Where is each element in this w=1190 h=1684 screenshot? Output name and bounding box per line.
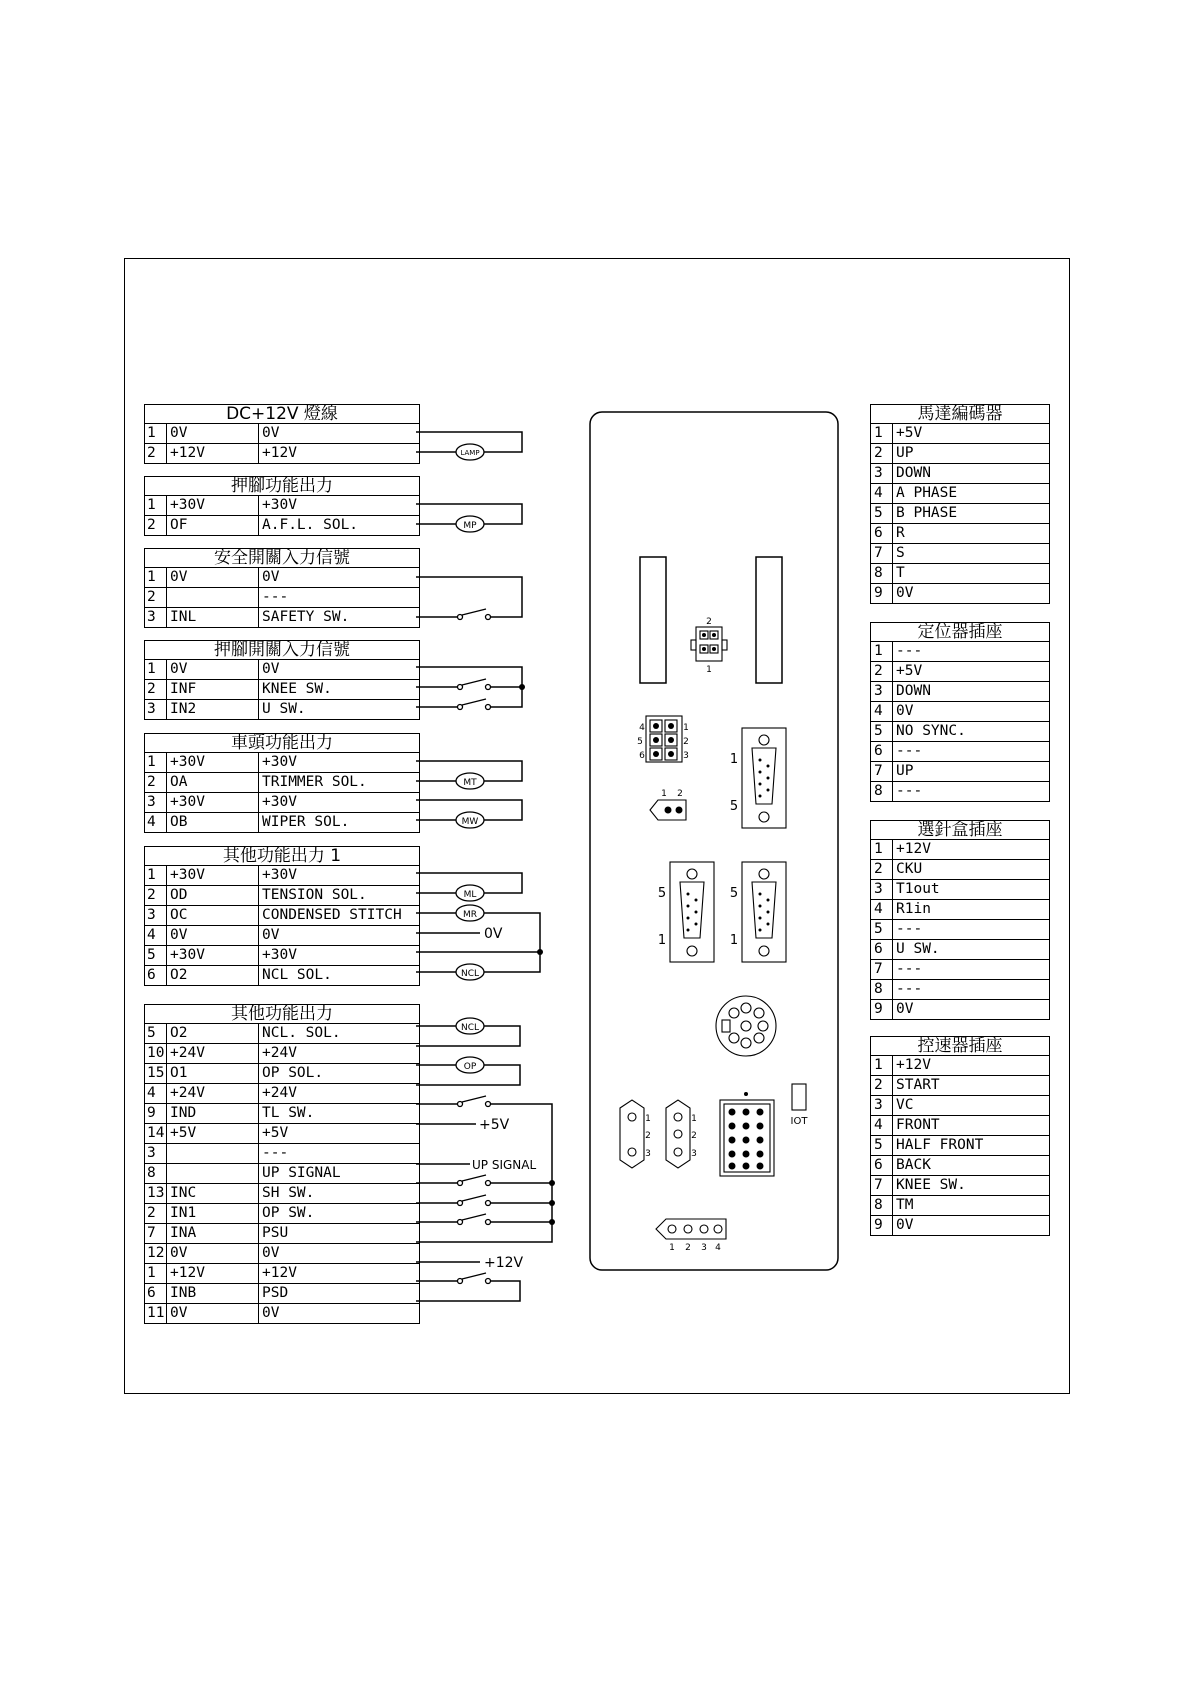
op-label: OP xyxy=(463,1062,477,1072)
signal-name: B PHASE xyxy=(896,505,958,521)
pin-number: 2 xyxy=(145,588,167,607)
function-name: U SW. xyxy=(262,701,306,717)
control-board xyxy=(590,412,838,1270)
pin-number: 7 xyxy=(145,1224,167,1243)
lamp-label: LAMP xyxy=(460,449,480,457)
table-title: 選針盒插座 xyxy=(870,820,1050,840)
pin-number: 3 xyxy=(145,793,167,812)
pin-number: 6 xyxy=(871,742,893,761)
pin-label: 1 xyxy=(661,789,667,799)
signal-name: +30V xyxy=(167,496,259,515)
function-name: NCL. SOL. xyxy=(262,1025,341,1041)
signal-name: --- xyxy=(896,961,923,977)
function-name: TL SW. xyxy=(262,1105,315,1121)
pin-label: 5 xyxy=(729,886,739,901)
signal-name: +30V xyxy=(167,793,259,812)
signal-name: OA xyxy=(167,773,259,792)
signal-name: UP xyxy=(896,763,914,779)
pin-label: 5 xyxy=(637,737,643,747)
signal-name: +24V xyxy=(167,1044,259,1063)
pin-number: 5 xyxy=(871,1136,893,1155)
pin-number: 4 xyxy=(871,702,893,721)
pin-label: 2 xyxy=(691,1131,697,1141)
pin-number: 6 xyxy=(871,940,893,959)
pin-number: 3 xyxy=(871,1096,893,1115)
signal-name: NO SYNC. xyxy=(896,723,966,739)
pin-number: 1 xyxy=(145,496,167,515)
function-name: TENSION SOL. xyxy=(262,887,367,903)
signal-name: DOWN xyxy=(896,465,931,481)
five-volt-label: +5V xyxy=(479,1117,510,1133)
signal-name: INL xyxy=(167,608,259,627)
signal-name: --- xyxy=(896,921,923,937)
pin-label: 5 xyxy=(657,886,667,901)
signal-name: +12V xyxy=(896,1057,931,1073)
pin-number: 2 xyxy=(145,444,167,463)
pin-number: 3 xyxy=(145,700,167,719)
signal-name: A PHASE xyxy=(896,485,958,501)
pin-label: 1 xyxy=(657,933,667,948)
signal-name: +5V xyxy=(896,425,923,441)
function-name: +30V xyxy=(262,497,297,513)
signal-name: UP xyxy=(896,445,914,461)
signal-name: 0V xyxy=(167,1304,259,1323)
pin-number: 5 xyxy=(145,1024,167,1043)
mr-label: MR xyxy=(462,910,478,920)
pin-number: 12 xyxy=(145,1244,167,1263)
signal-name: +24V xyxy=(167,1084,259,1103)
pin-label: 2 xyxy=(706,617,712,627)
pin-label: 3 xyxy=(691,1149,697,1159)
pin-number: 4 xyxy=(871,484,893,503)
function-name: --- xyxy=(262,589,289,605)
signal-name: 0V xyxy=(167,926,259,945)
iot-label: IOT xyxy=(790,1116,808,1127)
signal-name: KNEE SW. xyxy=(896,1177,966,1193)
function-name: +24V xyxy=(262,1085,297,1101)
pin-label: 2 xyxy=(677,789,683,799)
signal-name: HALF FRONT xyxy=(896,1137,984,1153)
pin-number: 2 xyxy=(871,1076,893,1095)
function-name: --- xyxy=(262,1145,289,1161)
pin-number: 14 xyxy=(145,1124,167,1143)
pin-label: 1 xyxy=(729,752,739,767)
pin-number: 7 xyxy=(871,544,893,563)
signal-name: +30V xyxy=(167,946,259,965)
pin-number: 2 xyxy=(871,662,893,681)
pin-number: 3 xyxy=(871,682,893,701)
pin-number: 2 xyxy=(145,773,167,792)
table-title: 定位器插座 xyxy=(870,622,1050,642)
pin-number: 6 xyxy=(871,524,893,543)
pin-label: 3 xyxy=(683,751,689,761)
twelve-volt-label: +12V xyxy=(484,1255,524,1271)
pin-number: 4 xyxy=(871,900,893,919)
function-name: +12V xyxy=(262,445,297,461)
ml-label: ML xyxy=(463,890,477,900)
pin-number: 1 xyxy=(145,568,167,587)
signal-name: T xyxy=(896,565,905,581)
pin-label: 6 xyxy=(639,751,645,761)
pin-number: 3 xyxy=(871,880,893,899)
signal-name: O1 xyxy=(167,1064,259,1083)
function-name: CONDENSED STITCH xyxy=(262,907,402,923)
pin-number: 5 xyxy=(871,920,893,939)
function-name: KNEE SW. xyxy=(262,681,332,697)
pin-number: 1 xyxy=(871,424,893,443)
pin-label: 1 xyxy=(683,723,689,733)
signal-name: O2 xyxy=(167,1024,259,1043)
function-name: TRIMMER SOL. xyxy=(262,774,367,790)
pin-number: 4 xyxy=(871,1116,893,1135)
pin-label: 1 xyxy=(706,665,712,675)
function-name: PSU xyxy=(262,1225,289,1241)
function-name: WIPER SOL. xyxy=(262,814,350,830)
function-name: +5V xyxy=(262,1125,289,1141)
table-title: 押腳功能出力 xyxy=(144,476,420,496)
pin-label: 4 xyxy=(715,1243,721,1253)
table-title: 馬達編碼器 xyxy=(870,404,1050,424)
signal-name: INB xyxy=(167,1284,259,1303)
signal-name: 0V xyxy=(896,1001,914,1017)
pin-number: 1 xyxy=(145,1264,167,1283)
pin-label: 2 xyxy=(683,737,689,747)
function-name: +30V xyxy=(262,947,297,963)
pin-number: 10 xyxy=(145,1044,167,1063)
pin-number: 2 xyxy=(145,1204,167,1223)
signal-name: --- xyxy=(896,783,923,799)
pin-number: 3 xyxy=(145,608,167,627)
pin-number: 7 xyxy=(871,1176,893,1195)
table-title: 控速器插座 xyxy=(870,1036,1050,1056)
signal-name: 0V xyxy=(896,1217,914,1233)
pin-number: 3 xyxy=(145,1144,167,1163)
signal-name: --- xyxy=(896,981,923,997)
signal-name: +12V xyxy=(167,444,259,463)
pin-number: 8 xyxy=(871,980,893,999)
pin-label: 2 xyxy=(685,1243,691,1253)
table-title: DC+12V 燈線 xyxy=(144,404,420,424)
table-title: 其他功能出力 1 xyxy=(144,846,420,866)
signal-name: OF xyxy=(167,516,259,535)
signal-name: 0V xyxy=(896,703,914,719)
pin-number: 8 xyxy=(871,782,893,801)
pin-number: 1 xyxy=(145,753,167,772)
pin-number: 8 xyxy=(871,564,893,583)
pin-number: 9 xyxy=(871,1000,893,1019)
signal-name: INF xyxy=(167,680,259,699)
signal-name: 0V xyxy=(167,660,259,679)
signal-name: START xyxy=(896,1077,940,1093)
zero-volt-label: 0V xyxy=(484,926,503,942)
signal-name: T1out xyxy=(896,881,940,897)
signal-name: OD xyxy=(167,886,259,905)
pin-number: 2 xyxy=(145,516,167,535)
table-title: 押腳開關入力信號 xyxy=(144,640,420,660)
signal-name: R1in xyxy=(896,901,931,917)
pin-label: 1 xyxy=(691,1114,697,1124)
signal-name: 0V xyxy=(167,424,259,443)
pin-number: 15 xyxy=(145,1064,167,1083)
pin-number: 5 xyxy=(145,946,167,965)
pin-number: 4 xyxy=(145,1084,167,1103)
pin-number: 1 xyxy=(145,866,167,885)
pin-number: 11 xyxy=(145,1304,167,1323)
pin-number: 9 xyxy=(871,584,893,603)
pin-number: 9 xyxy=(145,1104,167,1123)
signal-name: OC xyxy=(167,906,259,925)
pin-label: 1 xyxy=(729,933,739,948)
function-name: 0V xyxy=(262,569,280,585)
signal-name: --- xyxy=(896,743,923,759)
pin-number: 1 xyxy=(871,642,893,661)
mp-label: MP xyxy=(463,521,477,531)
signal-name: DOWN xyxy=(896,683,931,699)
function-name: 0V xyxy=(262,1245,280,1261)
signal-name: +30V xyxy=(167,753,259,772)
signal-name: 0V xyxy=(167,568,259,587)
mt-label: MT xyxy=(463,778,477,788)
pin-label: 3 xyxy=(701,1243,707,1253)
function-name: OP SOL. xyxy=(262,1065,324,1081)
table-title: 車頭功能出力 xyxy=(144,733,420,753)
signal-name: +5V xyxy=(167,1124,259,1143)
function-name: SAFETY SW. xyxy=(262,609,350,625)
table-title: 安全開關入力信號 xyxy=(144,548,420,568)
function-name: +30V xyxy=(262,754,297,770)
function-name: +30V xyxy=(262,867,297,883)
pin-number: 1 xyxy=(871,840,893,859)
function-name: NCL SOL. xyxy=(262,967,332,983)
signal-name: +12V xyxy=(896,841,931,857)
signal-name: O2 xyxy=(167,966,259,985)
pin-number: 2 xyxy=(871,860,893,879)
function-name: A.F.L. SOL. xyxy=(262,517,359,533)
signal-name: S xyxy=(896,545,905,561)
signal-name: --- xyxy=(896,643,923,659)
pin-number: 1 xyxy=(145,660,167,679)
signal-name: U SW. xyxy=(896,941,940,957)
pin-label: 2 xyxy=(645,1131,651,1141)
function-name: OP SW. xyxy=(262,1205,315,1221)
function-name: +12V xyxy=(262,1265,297,1281)
signal-name: OB xyxy=(167,813,259,832)
signal-name: IN2 xyxy=(167,700,259,719)
signal-name: +30V xyxy=(167,866,259,885)
signal-name: FRONT xyxy=(896,1117,940,1133)
pin-label: 5 xyxy=(729,799,739,814)
signal-name: IND xyxy=(167,1104,259,1123)
ncl-label-2: NCL xyxy=(460,1023,480,1033)
pin-number: 2 xyxy=(145,886,167,905)
pin-number: 4 xyxy=(145,813,167,832)
pin-number: 13 xyxy=(145,1184,167,1203)
signal-name: CKU xyxy=(896,861,923,877)
pin-number: 5 xyxy=(871,504,893,523)
signal-name: R xyxy=(896,525,905,541)
signal-name: +5V xyxy=(896,663,923,679)
function-name: +24V xyxy=(262,1045,297,1061)
signal-name: IN1 xyxy=(167,1204,259,1223)
function-name: 0V xyxy=(262,927,280,943)
function-name: +30V xyxy=(262,794,297,810)
function-name: PSD xyxy=(262,1285,289,1301)
pin-number: 1 xyxy=(871,1056,893,1075)
pin-number: 1 xyxy=(145,424,167,443)
pin-label: 4 xyxy=(639,723,645,733)
function-name: UP SIGNAL xyxy=(262,1165,341,1181)
signal-name: INC xyxy=(167,1184,259,1203)
signal-name: 0V xyxy=(167,1244,259,1263)
function-name: 0V xyxy=(262,1305,280,1321)
pin-number: 7 xyxy=(871,960,893,979)
ncl-label-1: NCL xyxy=(460,969,480,979)
pin-number: 8 xyxy=(145,1164,167,1183)
mw-label: MW xyxy=(461,817,479,827)
pin-number: 3 xyxy=(871,464,893,483)
up-signal-label: UP SIGNAL xyxy=(472,1158,537,1172)
pin-number: 9 xyxy=(871,1216,893,1235)
pin-number: 6 xyxy=(145,1284,167,1303)
function-name: 0V xyxy=(262,661,280,677)
signal-name: INA xyxy=(167,1224,259,1243)
pin-number: 4 xyxy=(145,926,167,945)
pin-number: 2 xyxy=(871,444,893,463)
signal-name: VC xyxy=(896,1097,914,1113)
pin-label: 1 xyxy=(645,1114,651,1124)
pin-number: 3 xyxy=(145,906,167,925)
signal-name: 0V xyxy=(896,585,914,601)
table-title: 其他功能出力 xyxy=(144,1004,420,1024)
function-name: SH SW. xyxy=(262,1185,315,1201)
pin-number: 8 xyxy=(871,1196,893,1215)
function-name: 0V xyxy=(262,425,280,441)
pin-number: 7 xyxy=(871,762,893,781)
signal-name: +12V xyxy=(167,1264,259,1283)
pin-number: 2 xyxy=(145,680,167,699)
pin-number: 6 xyxy=(871,1156,893,1175)
pin-label: 3 xyxy=(645,1149,651,1159)
pin-number: 5 xyxy=(871,722,893,741)
signal-name: BACK xyxy=(896,1157,931,1173)
pin-number: 6 xyxy=(145,966,167,985)
pin-label: 1 xyxy=(669,1243,675,1253)
signal-name: TM xyxy=(896,1197,914,1213)
